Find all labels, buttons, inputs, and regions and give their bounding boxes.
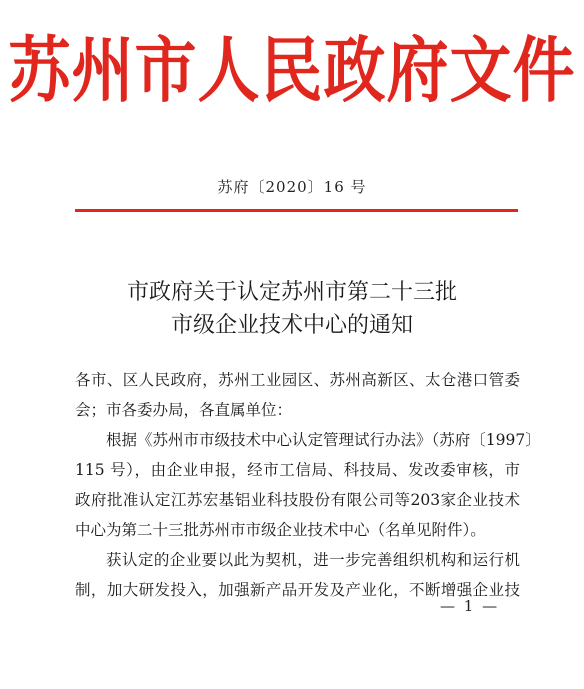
paragraph-1-line-4: 中心为第二十三批苏州市市级企业技术中心（名单见附件）。 (75, 521, 486, 539)
paragraph-2-line-1: 获认定的企业要以此为契机，进一步完善组织机构和运行机 (106, 551, 520, 569)
paragraph-1-line-1: 根据《苏州市市级技术中心认定管理试行办法》（苏府〔1997〕 (106, 431, 541, 449)
paragraph-1-line-2: 115 号），由企业申报，经市工信局、科技局、发改委审核，市 (75, 461, 520, 479)
addressee-line-1: 各市、区人民政府，苏州工业园区、苏州高新区、太仓港口管委 (75, 371, 520, 389)
notice-title (0, 276, 584, 342)
notice-title-line-2: 市级企业技术中心的通知 (170, 313, 413, 338)
paragraph-2-line-2: 制，加大研发投入，加强新产品开发及产业化，不断增强企业技 (75, 581, 520, 599)
document-body (75, 365, 541, 605)
addressee-line-2: 会；市各委办局，各直属单位： (75, 401, 293, 419)
paragraph-1-line-3: 政府批准认定江苏宏基铝业科技股份有限公司等203家企业技术 (75, 491, 520, 509)
document-number: 苏府〔2020〕16 号 (217, 178, 367, 196)
page-number: — 1 — (440, 597, 500, 615)
masthead-title: 苏州市人民政府文件 (8, 28, 576, 113)
red-divider-line (75, 209, 518, 212)
notice-title-line-1: 市政府关于认定苏州市第二十三批 (126, 280, 457, 305)
